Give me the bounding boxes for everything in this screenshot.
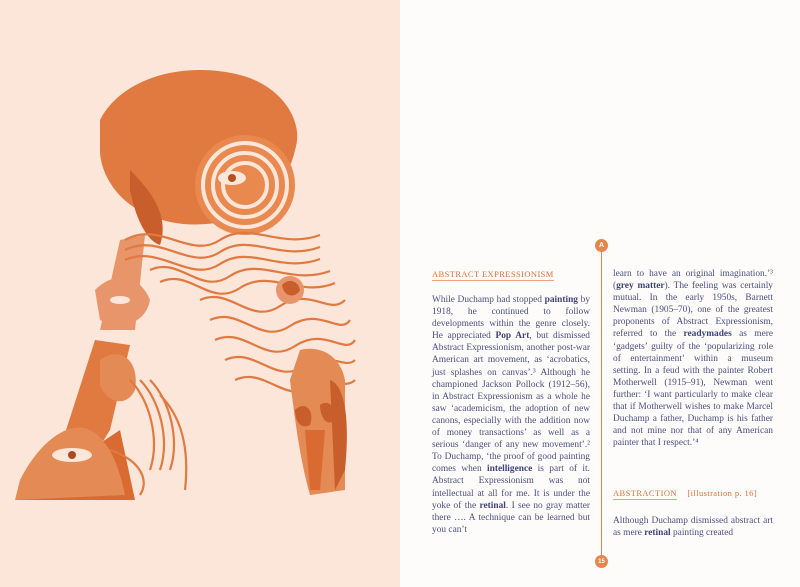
- body-text-run: Although Duchamp dismissed abstract art as mere: [613, 516, 773, 539]
- body-text-run: is part of it. Abstract Expressionism was not intellectual at all for me. It is under the yoke of the: [432, 464, 590, 511]
- glossary-term: retinal: [479, 500, 506, 511]
- column-divider: [601, 250, 602, 560]
- body-text-run: , but dismissed Abstract Expressionism, another post-war American art movement, as ‘acrobatics, just splashes on canvas’.³ Although he championed Jackson Pollock (1912–56), in Abstract Expressionism as a whole he saw ‘academicism, the adoption of new canons, especially with the addition now of money transactions’ as well as a serious ‘danger of any new movement’.² To Duchamp, ‘the proof of good painting comes when: [432, 331, 590, 475]
- section-letter-badge: A: [595, 239, 608, 252]
- section-heading: ABSTRACT EXPRESSIONISM: [432, 269, 554, 279]
- text-column-right-lower: [613, 515, 773, 539]
- body-paragraph: [432, 294, 590, 536]
- section-heading-abstraction: ABSTRACTION: [613, 488, 677, 498]
- glossary-term: intelligence: [487, 464, 533, 475]
- glossary-term: readymades: [683, 329, 732, 340]
- abstraction-heading-row: [613, 488, 757, 498]
- glossary-term: painting: [544, 295, 578, 305]
- body-text-run: learn to have an original imagination.’³ (: [613, 269, 773, 292]
- body-paragraph: [613, 268, 773, 449]
- body-text-run: While Duchamp had stopped: [432, 295, 545, 305]
- text-column-left: [432, 294, 590, 536]
- illustration-reference: [illustration p. 16]: [687, 488, 758, 498]
- glossary-term: retinal: [644, 528, 671, 539]
- body-text-run: ). The feeling was certainly mutual. In the early 1950s, Barnett Newman (1905–70), one of the greatest proponents of Abstract Expressionism, referred to the: [613, 281, 773, 340]
- body-text-run: by 1918, he continued to follow developments within the genre closely. He appreciated: [432, 295, 590, 342]
- body-text-run: painting created: [670, 528, 734, 539]
- glossary-term: Pop Art: [495, 331, 530, 342]
- body-paragraph: [613, 515, 773, 539]
- page-number: 15: [595, 555, 608, 568]
- text-column-right: [613, 268, 773, 449]
- glossary-term: grey matter: [616, 281, 665, 292]
- body-text-run: . I see no gray matter there …. A technique can be learned but you can’t: [432, 500, 590, 535]
- body-text-run: as mere ‘gadgets’ guilty of the ‘popularizing role of entertainment’ within a museum setting. In a feud with the painter Robert Motherwell (1915–91), Newman went further: ‘I want particularly to make clear that if Motherwell wishes to make Marcel Duchamp a father, Duchamp is his father and not mine nor that of any American painter that I respect.’⁴: [613, 329, 774, 449]
